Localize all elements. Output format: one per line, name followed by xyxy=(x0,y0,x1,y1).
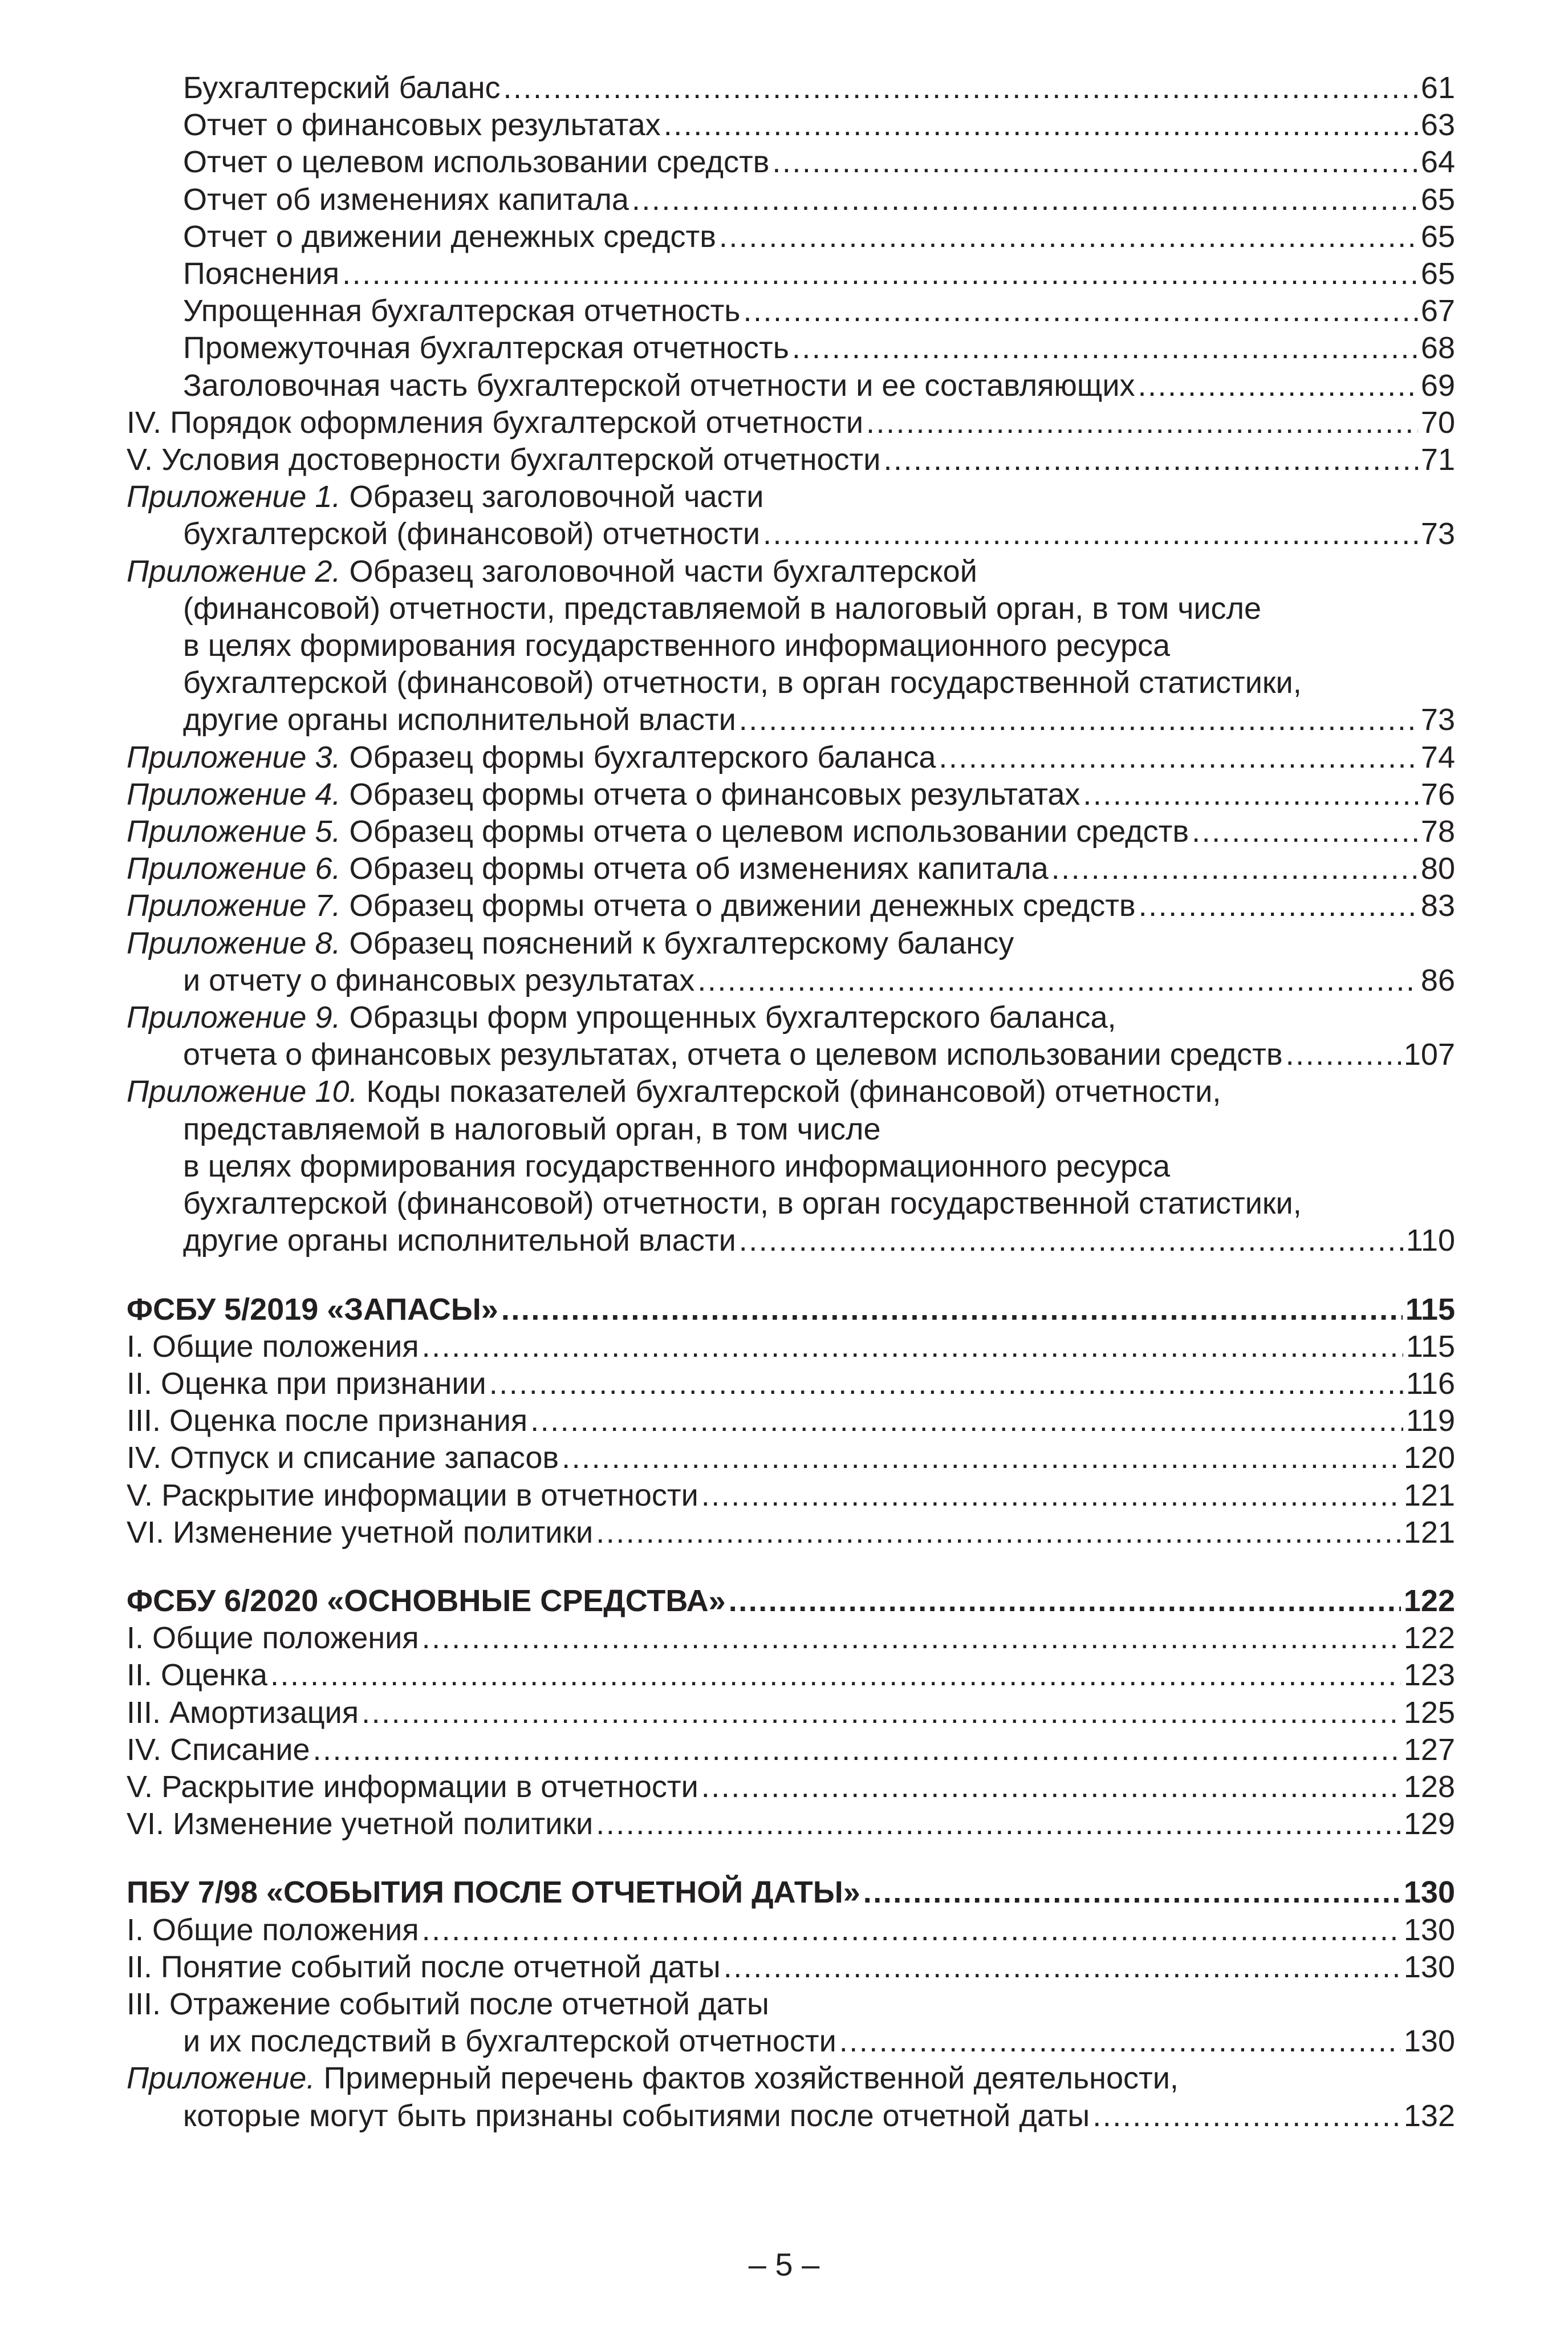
toc-entry-title: Отчет о целевом использовании средств xyxy=(183,145,770,180)
toc-page-number: 64 xyxy=(1420,145,1455,180)
toc-entry-row xyxy=(127,1222,1455,1259)
toc-page-number: 65 xyxy=(1420,182,1455,217)
dot-leader xyxy=(664,107,1418,144)
toc-page-number: 130 xyxy=(1403,1912,1455,1947)
dot-leader xyxy=(724,1949,1401,1986)
toc-page-number: 115 xyxy=(1405,1329,1455,1364)
toc-entry-row xyxy=(127,1620,1455,1657)
toc-entry-row xyxy=(127,293,1455,330)
toc-entry xyxy=(127,1365,1455,1402)
toc-entry-title xyxy=(127,776,1080,813)
toc-page-number: 130 xyxy=(1403,1875,1455,1910)
toc-entry-title: I. Общие положения xyxy=(127,1621,419,1656)
toc-page-number: 110 xyxy=(1405,1223,1455,1258)
toc-entry-line xyxy=(127,1148,1455,1185)
toc-entry-title: Пояснения xyxy=(183,257,340,291)
toc-page-number: 129 xyxy=(1403,1807,1455,1842)
toc-page-number: 122 xyxy=(1403,1583,1455,1618)
toc-entry-line xyxy=(127,590,1455,627)
toc-entry-text: Образец заголовочной части бухгалтерской xyxy=(340,554,977,589)
toc-page-number: 132 xyxy=(1403,2098,1455,2133)
toc-page-number: 76 xyxy=(1420,777,1455,812)
toc-entry-line xyxy=(127,925,1455,962)
toc-entry-row xyxy=(127,776,1455,813)
dot-leader xyxy=(719,218,1418,256)
toc-entry-row xyxy=(127,2098,1455,2135)
toc-entry-row xyxy=(127,1477,1455,1514)
toc-entry xyxy=(127,1694,1455,1731)
toc-entry-title: ФСБУ 6/2020 «ОСНОВНЫЕ СРЕДСТВА» xyxy=(127,1583,726,1618)
toc-entry-row xyxy=(127,144,1455,181)
toc-entry-row xyxy=(127,887,1455,924)
dot-leader xyxy=(701,1477,1401,1514)
toc-entry-title xyxy=(127,887,1136,924)
toc-entry-title: II. Оценка при признании xyxy=(127,1366,486,1401)
dot-leader xyxy=(342,256,1418,293)
toc-entry xyxy=(127,1731,1455,1769)
toc-entry-row xyxy=(127,218,1455,256)
toc-page-number: 65 xyxy=(1420,257,1455,291)
toc-entry xyxy=(127,813,1455,850)
toc-page-number: 65 xyxy=(1420,219,1455,254)
toc-entry xyxy=(127,776,1455,813)
toc-entry-row xyxy=(127,1036,1455,1073)
toc-entry-row xyxy=(127,813,1455,850)
dot-leader xyxy=(596,1514,1401,1551)
dot-leader xyxy=(1083,776,1418,813)
toc-page-number: 71 xyxy=(1420,443,1455,477)
toc-entry xyxy=(127,367,1455,404)
toc-entry-text: Образец формы бухгалтерского баланса xyxy=(340,740,936,774)
toc-entry xyxy=(127,1477,1455,1514)
toc-entry-row xyxy=(127,1806,1455,1843)
toc-page-number: 78 xyxy=(1420,814,1455,849)
toc-entry xyxy=(127,218,1455,256)
toc-entry xyxy=(127,1986,1455,2060)
toc-entry-title: другие органы исполнительной власти xyxy=(183,703,736,737)
toc-entry xyxy=(127,1514,1455,1551)
toc-entry xyxy=(127,441,1455,478)
toc-entry-row xyxy=(127,1328,1455,1365)
dot-leader xyxy=(839,2023,1401,2060)
toc-entry-row xyxy=(127,404,1455,441)
section-gap xyxy=(127,1843,1455,1874)
toc-entry-line xyxy=(127,2060,1455,2097)
dot-leader xyxy=(1051,850,1418,887)
toc-entry-row xyxy=(127,107,1455,144)
appendix-label: Приложение 2. xyxy=(127,554,341,589)
toc-entry xyxy=(127,1912,1455,1949)
toc-entry-title: бухгалтерской (финансовой) отчетности xyxy=(183,517,760,551)
toc-page-number: 128 xyxy=(1403,1769,1455,1804)
toc-page-number: 107 xyxy=(1403,1037,1455,1072)
toc-entry-row xyxy=(127,962,1455,999)
toc-entry xyxy=(127,293,1455,330)
toc-entry-row xyxy=(127,70,1455,107)
toc-entry-text: представляемой в налоговый орган, в том числе xyxy=(183,1112,881,1146)
toc-entry-text: бухгалтерской (финансовой) отчетности, в орган государственной статистики, xyxy=(183,1186,1302,1221)
toc-entry xyxy=(127,1620,1455,1657)
dot-leader xyxy=(562,1439,1401,1477)
dot-leader xyxy=(270,1657,1401,1694)
toc-entry-row xyxy=(127,516,1455,553)
toc-entry-line xyxy=(127,664,1455,701)
appendix-label: Приложение 6. xyxy=(127,851,341,886)
dot-leader xyxy=(701,1769,1401,1806)
dot-leader xyxy=(313,1731,1401,1769)
toc-section-heading xyxy=(127,1291,1455,1328)
toc-entry-title: I. Общие положения xyxy=(127,1329,419,1364)
toc-entry-text: Образец формы отчета о целевом использовании средств xyxy=(340,814,1189,849)
toc-entry-row xyxy=(127,1874,1455,1911)
toc-page-number: 127 xyxy=(1403,1732,1455,1767)
dot-leader xyxy=(1139,887,1418,924)
toc-entry-row xyxy=(127,181,1455,218)
appendix-label: Приложение 10. xyxy=(127,1074,358,1109)
toc-entry-row xyxy=(127,1514,1455,1551)
toc-entry xyxy=(127,2060,1455,2134)
toc-entry-text: в целях формирования государственного информационного ресурса xyxy=(183,628,1171,663)
toc-entry xyxy=(127,70,1455,107)
dot-leader xyxy=(743,293,1417,330)
toc-entry-row xyxy=(127,256,1455,293)
section-gap xyxy=(127,1260,1455,1291)
toc-entry-row xyxy=(127,2023,1455,2060)
dot-leader xyxy=(883,441,1417,478)
toc-entry-title: Заголовочная часть бухгалтерской отчетности и ее составляющих xyxy=(183,368,1135,403)
toc-page-number: 69 xyxy=(1420,368,1455,403)
toc-entry xyxy=(127,1949,1455,1986)
toc-page-number: 130 xyxy=(1403,1949,1455,1984)
toc-entry-line xyxy=(127,478,1455,516)
toc-entry-title: и отчету о финансовых результатах xyxy=(183,963,695,997)
toc-entry-row xyxy=(127,1365,1455,1402)
toc-entry-title: II. Оценка xyxy=(127,1658,268,1693)
toc-page-number: 125 xyxy=(1403,1695,1455,1730)
dot-leader xyxy=(503,70,1418,107)
toc-page-number: 83 xyxy=(1420,889,1455,923)
toc-entry xyxy=(127,256,1455,293)
toc-entry-title: Промежуточная бухгалтерская отчетность xyxy=(183,331,789,366)
toc-page-number: 73 xyxy=(1420,703,1455,737)
appendix-label: Приложение 5. xyxy=(127,814,341,849)
toc-entry-row xyxy=(127,1912,1455,1949)
dot-leader xyxy=(763,516,1418,553)
toc-entry-line xyxy=(127,1073,1455,1110)
toc-entry xyxy=(127,553,1455,739)
toc-entry-title: Отчет о движении денежных средств xyxy=(183,219,716,254)
toc-entry-row xyxy=(127,1291,1455,1328)
dot-leader xyxy=(863,1874,1401,1911)
toc-entry-title: V. Раскрытие информации в отчетности xyxy=(127,1478,698,1512)
toc-entry xyxy=(127,1769,1455,1806)
toc-page-number: 115 xyxy=(1405,1292,1455,1327)
toc-entry xyxy=(127,1657,1455,1694)
toc-entry-text: Образец пояснений к бухгалтерскому балансу xyxy=(340,926,1014,960)
toc-entry-title: III. Оценка после признания xyxy=(127,1404,528,1438)
toc-entry xyxy=(127,330,1455,367)
page-number: – 5 – xyxy=(748,2246,820,2282)
toc-entry-title: которые могут быть признаны событиями после отчетной даты xyxy=(183,2098,1090,2133)
toc-entry-row xyxy=(127,367,1455,404)
dot-leader xyxy=(739,1222,1403,1259)
toc-section-heading xyxy=(127,1583,1455,1620)
toc-entry-text: в целях формирования государственного информационного ресурса xyxy=(183,1149,1171,1183)
toc-entry-row xyxy=(127,1694,1455,1731)
toc-entry-title: V. Условия достоверности бухгалтерской отчетности xyxy=(127,443,881,477)
toc-entry-line xyxy=(127,1986,1455,2023)
toc-page-number: 121 xyxy=(1403,1515,1455,1550)
dot-leader xyxy=(530,1402,1403,1439)
toc-page-number: 63 xyxy=(1420,108,1455,143)
toc-entry-row xyxy=(127,1583,1455,1620)
dot-leader xyxy=(1138,367,1418,404)
toc-entry-row xyxy=(127,441,1455,478)
toc-entry-row xyxy=(127,1731,1455,1769)
section-gap xyxy=(127,1551,1455,1583)
toc-entry-title: Отчет о финансовых результатах xyxy=(183,108,661,143)
toc-entry-title: Упрощенная бухгалтерская отчетность xyxy=(183,294,741,328)
toc-entry-title: VI. Изменение учетной политики xyxy=(127,1807,594,1842)
toc-entry xyxy=(127,404,1455,441)
toc-entry-title xyxy=(127,739,936,776)
toc-entry xyxy=(127,1402,1455,1439)
toc-entry-row xyxy=(127,1402,1455,1439)
toc-entry xyxy=(127,1328,1455,1365)
toc-entry-title xyxy=(127,813,1189,850)
toc-entry xyxy=(127,999,1455,1073)
toc-entry-text: III. Отражение событий после отчетной даты xyxy=(127,1986,769,2021)
dot-leader xyxy=(422,1912,1401,1949)
dot-leader xyxy=(729,1583,1401,1620)
dot-leader xyxy=(361,1694,1401,1731)
toc-page-number: 86 xyxy=(1420,963,1455,997)
toc-page-number: 61 xyxy=(1420,71,1455,105)
appendix-label: Приложение 9. xyxy=(127,1000,341,1035)
dot-leader xyxy=(596,1806,1401,1843)
dot-leader xyxy=(772,144,1418,181)
dot-leader xyxy=(1092,2098,1401,2135)
toc-entry-title: другие органы исполнительной власти xyxy=(183,1223,736,1258)
toc-entry-text: Примерный перечень фактов хозяйственной деятельности, xyxy=(315,2061,1179,2096)
toc-entry-row xyxy=(127,1439,1455,1477)
toc-entry-title: III. Амортизация xyxy=(127,1695,359,1730)
appendix-label: Приложение 4. xyxy=(127,777,341,812)
toc-page-number: 74 xyxy=(1420,740,1455,774)
toc-page-number: 130 xyxy=(1403,2024,1455,2059)
toc-entry-title: I. Общие положения xyxy=(127,1912,419,1947)
toc-entry-row xyxy=(127,1949,1455,1986)
toc-page-number: 73 xyxy=(1420,517,1455,551)
toc-entry-line xyxy=(127,627,1455,664)
toc-entry-text: Образец формы отчета о финансовых результатах xyxy=(340,777,1080,812)
toc-page-number: 116 xyxy=(1405,1366,1455,1401)
toc-entry-line xyxy=(127,999,1455,1036)
toc-entry xyxy=(127,144,1455,181)
toc-entry xyxy=(127,107,1455,144)
toc-entry-text: (финансовой) отчетности, представляемой в налоговый орган, в том числе xyxy=(183,591,1262,626)
toc-entry-title: V. Раскрытие информации в отчетности xyxy=(127,1769,698,1804)
toc-entry-text: бухгалтерской (финансовой) отчетности, в орган государственной статистики, xyxy=(183,666,1302,700)
toc-page-number: 119 xyxy=(1405,1404,1455,1438)
table-of-contents xyxy=(127,70,1455,2135)
toc-entry-row xyxy=(127,1657,1455,1694)
toc-entry-title: IV. Порядок оформления бухгалтерской отчетности xyxy=(127,405,864,440)
toc-entry-title: отчета о финансовых результатах, отчета о целевом использовании средств xyxy=(183,1037,1283,1072)
toc-entry-title: ПБУ 7/98 «СОБЫТИЯ ПОСЛЕ ОТЧЕТНОЙ ДАТЫ» xyxy=(127,1875,860,1910)
toc-entry-row xyxy=(127,739,1455,776)
toc-entry-title: II. Понятие событий после отчетной даты xyxy=(127,1949,721,1984)
appendix-label: Приложение 3. xyxy=(127,740,341,774)
dot-leader xyxy=(939,739,1418,776)
toc-entry-title: и их последствий в бухгалтерской отчетности xyxy=(183,2024,836,2059)
toc-entry-line xyxy=(127,1185,1455,1222)
toc-entry xyxy=(127,739,1455,776)
dot-leader xyxy=(422,1328,1403,1365)
toc-entry-text: Образец формы отчета о движении денежных средств xyxy=(340,889,1136,923)
toc-page-number: 67 xyxy=(1420,294,1455,328)
toc-entry-title: IV. Списание xyxy=(127,1732,310,1767)
toc-entry-row xyxy=(127,1769,1455,1806)
toc-entry-text: Образцы форм упрощенных бухгалтерского баланса, xyxy=(340,1000,1116,1035)
toc-entry xyxy=(127,478,1455,553)
dot-leader xyxy=(422,1620,1401,1657)
toc-entry xyxy=(127,1073,1455,1259)
toc-entry xyxy=(127,887,1455,924)
toc-page-number: 70 xyxy=(1420,405,1455,440)
toc-page-number: 122 xyxy=(1403,1621,1455,1656)
toc-entry-line xyxy=(127,553,1455,590)
toc-entry-title: VI. Изменение учетной политики xyxy=(127,1515,594,1550)
toc-entry xyxy=(127,925,1455,999)
toc-entry-row xyxy=(127,701,1455,739)
dot-leader xyxy=(866,404,1418,441)
appendix-label: Приложение 7. xyxy=(127,889,341,923)
toc-page-number: 68 xyxy=(1420,331,1455,366)
toc-page-number: 120 xyxy=(1403,1441,1455,1475)
appendix-label: Приложение 8. xyxy=(127,926,341,960)
dot-leader xyxy=(1286,1036,1401,1073)
toc-entry-text: Образец формы отчета об изменениях капитала xyxy=(340,851,1049,886)
toc-entry-title: Бухгалтерский баланс xyxy=(183,71,501,105)
toc-entry-text: Образец заголовочной части xyxy=(340,480,764,514)
toc-page-number: 123 xyxy=(1403,1658,1455,1693)
appendix-label: Приложение. xyxy=(127,2061,315,2096)
dot-leader xyxy=(489,1365,1403,1402)
dot-leader xyxy=(632,181,1418,218)
dot-leader xyxy=(697,962,1418,999)
dot-leader xyxy=(1192,813,1418,850)
toc-entry-row xyxy=(127,330,1455,367)
toc-entry-row xyxy=(127,850,1455,887)
toc-entry-title xyxy=(127,850,1049,887)
toc-entry-line xyxy=(127,1111,1455,1148)
dot-leader xyxy=(792,330,1418,367)
toc-page-number: 80 xyxy=(1420,851,1455,886)
toc-section-heading xyxy=(127,1874,1455,1911)
toc-entry xyxy=(127,1806,1455,1843)
toc-page-number: 121 xyxy=(1403,1478,1455,1512)
toc-entry-title: ФСБУ 5/2019 «ЗАПАСЫ» xyxy=(127,1292,498,1327)
toc-entry xyxy=(127,850,1455,887)
toc-entry xyxy=(127,1439,1455,1477)
toc-entry xyxy=(127,181,1455,218)
toc-entry-title: IV. Отпуск и списание запасов xyxy=(127,1441,559,1475)
toc-entry-title: Отчет об изменениях капитала xyxy=(183,182,629,217)
dot-leader xyxy=(739,701,1418,739)
toc-entry-text: Коды показателей бухгалтерской (финансовой) отчетности, xyxy=(358,1074,1221,1109)
dot-leader xyxy=(501,1291,1403,1328)
appendix-label: Приложение 1. xyxy=(127,480,341,514)
